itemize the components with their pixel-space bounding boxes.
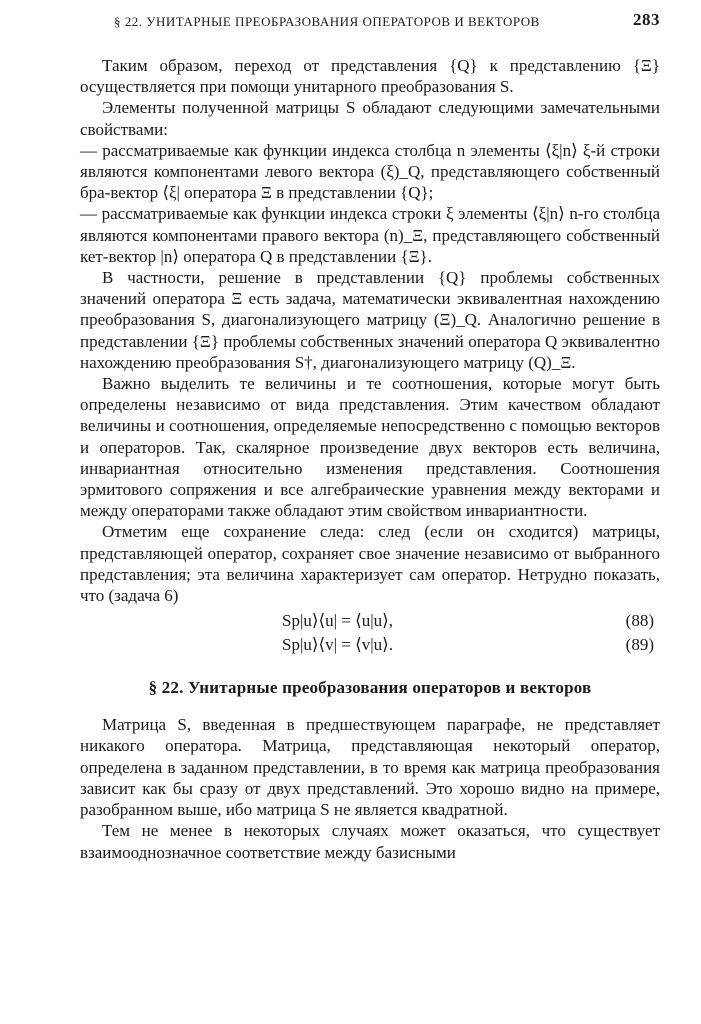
paragraph-1: Таким образом, переход от представления {Q} к представлению {Ξ} осуществляется при помощи унитарного преобразования S.	[80, 56, 660, 97]
section-paragraph-2: Тем не менее в некоторых случаях может оказаться, что существует взаимооднозначное соответствие между базисными	[80, 821, 660, 862]
property-item-2: — рассматриваемые как функции индекса строки ξ элементы ⟨ξ|n⟩ n-го столбца являются компонентами правого вектора (n)_Ξ, представляющего собственный кет-вектор |n⟩ оператора Q в представлении {Ξ}.	[80, 204, 660, 266]
paragraph-in-particular: В частности, решение в представлении {Q} проблемы собственных значений оператора Ξ есть задача, математически эквивалентная нахождению преобразования S, диагонализующего матрицу (Ξ)_Q. Аналогично решение в представлении {Ξ} проблемы собственных значений оператора Q эквивалентно нахождению преобразования S†, диагонализующего матрицу (Q)_Ξ.	[80, 268, 660, 372]
page-number: 283	[633, 10, 660, 29]
equation-88	[80, 611, 660, 635]
property-item-1: — рассматриваемые как функции индекса столбца n элементы ⟨ξ|n⟩ ξ-й строки являются компонентами левого вектора (ξ)_Q, представляющего собственный бра-вектор ⟨ξ| оператора Ξ в представлении {Q};	[80, 140, 660, 203]
running-title: § 22. УНИТАРНЫЕ ПРЕОБРАЗОВАНИЯ ОПЕРАТОРОВ И ВЕКТОРОВ	[114, 14, 540, 29]
equation-89-number: (89)	[625, 635, 654, 655]
main-text	[80, 55, 660, 863]
equation-block	[80, 611, 660, 659]
equation-88-expr: Sp|u⟩⟨u| = ⟨u|u⟩,	[282, 611, 394, 631]
paragraph-trace: Отметим еще сохранение следа: след (если он сходится) матрицы, представляющей оператор, сохраняет свое значение независимо от выбранного представления; эта величина характеризует сам оператор. Нетрудно показать, что (задача 6)	[80, 522, 660, 606]
section-paragraph-1: Матрица S, введенная в предшествующем параграфе, не представляет никакого оператора. Матрица, представляющая некоторый оператор, определена в заданном представлении, в то время как матрица преобразования зависит как бы сразу от двух представлений. Это хорошо видно на примере, разобранном выше, ибо матрица S не является квадратной.	[80, 715, 660, 820]
equation-89-expr: Sp|u⟩⟨v| = ⟨v|u⟩.	[282, 635, 394, 655]
equation-88-number: (88)	[625, 611, 654, 631]
running-header	[80, 10, 660, 38]
paragraph-2: Элементы полученной матрицы S обладают следующими замечательными свойствами:	[80, 98, 660, 139]
paragraph-invariants: Важно выделить те величины и те соотношения, которые могут быть определены независимо от вида представления. Этим качеством обладают величины и соотношения, определяемые непосредственно с помощью векторов и операторов. Так, скалярное произведение двух векторов есть величина, инвариантная относительно изменения представления. Соотношения эрмитового сопряжения и все алгебраические уравнения между векторами и между операторами также обладают этим свойством инвариантности.	[80, 374, 660, 521]
equation-89	[80, 635, 660, 659]
section-heading: § 22. Унитарные преобразования операторов и векторов	[148, 678, 592, 698]
